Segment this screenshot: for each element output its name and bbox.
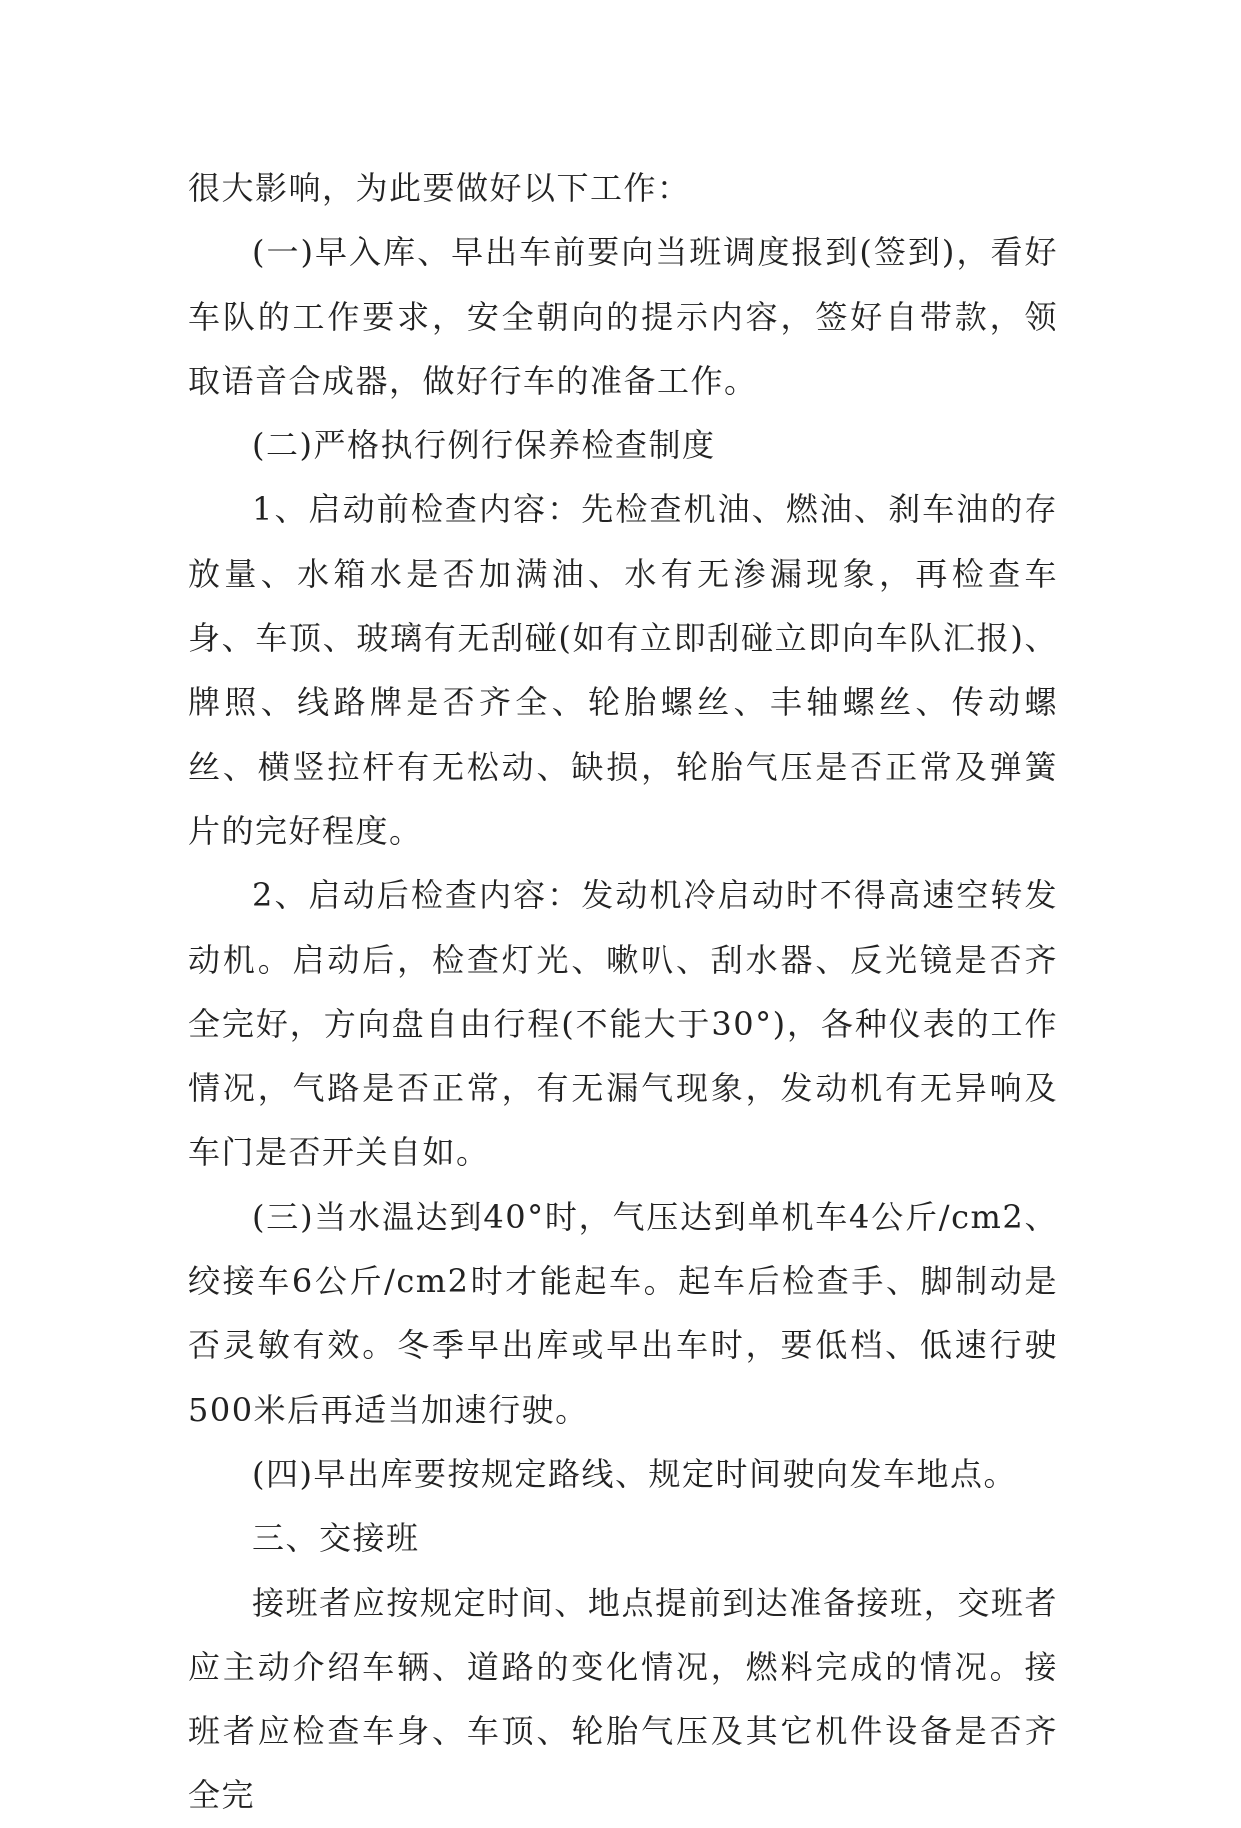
paragraph-1: 很大影响，为此要做好以下工作：	[188, 169, 691, 207]
paragraph-3: (二)严格执行例行保养检查制度	[252, 426, 716, 465]
paragraph-5: 2、启动后检查内容：发动机冷启动时不得高速空转发动机。启动后，检查灯光、嗽叭、刮水器、反光镜是否齐全完好，方向盘自由行程(不能大于30°)，各种仪表的工作情况，气路是否正常，有无漏气现象，发动机有无异响及车门是否开关自如。	[188, 876, 1058, 1172]
paragraph-2: (一)早入库、早出车前要向当班调度报到(签到)，看好车队的工作要求，安全朝向的提示内容，签好自带款，领取语音合成器，做好行车的准备工作。	[188, 233, 1058, 400]
paragraph-7: (四)早出库要按规定路线、规定时间驶向发车地点。	[252, 1454, 1017, 1493]
paragraph-8: 三、交接班	[252, 1519, 420, 1558]
paragraph-4: 1、启动前检查内容：先检查机油、燃油、刹车油的存放量、水箱水是否加满油、水有无渗漏现象，再检查车身、车顶、玻璃有无刮碰(如有立即刮碰立即向车队汇报)、牌照、线路牌是否齐全、轮胎螺丝、丰轴螺丝、传动螺丝、横竖拉杆有无松动、缺损，轮胎气压是否正常及弹簧片的完好程度。	[188, 490, 1058, 850]
paragraph-6: (三)当水温达到40°时，气压达到单机车4公斤/cm2、绞接车6公斤/cm2时才能起车。起车后检查手、脚制动是否灵敏有效。冬季早出库或早出车时，要低档、低速行驶500米后再适当加速行驶。	[188, 1197, 1058, 1429]
document-body	[188, 156, 1058, 1828]
paragraph-9: 接班者应按规定时间、地点提前到达准备接班，交班者应主动介绍车辆、道路的变化情况，燃料完成的情况。接班者应检查车身、车顶、轮胎气压及其它机件设备是否齐全完	[188, 1583, 1058, 1815]
